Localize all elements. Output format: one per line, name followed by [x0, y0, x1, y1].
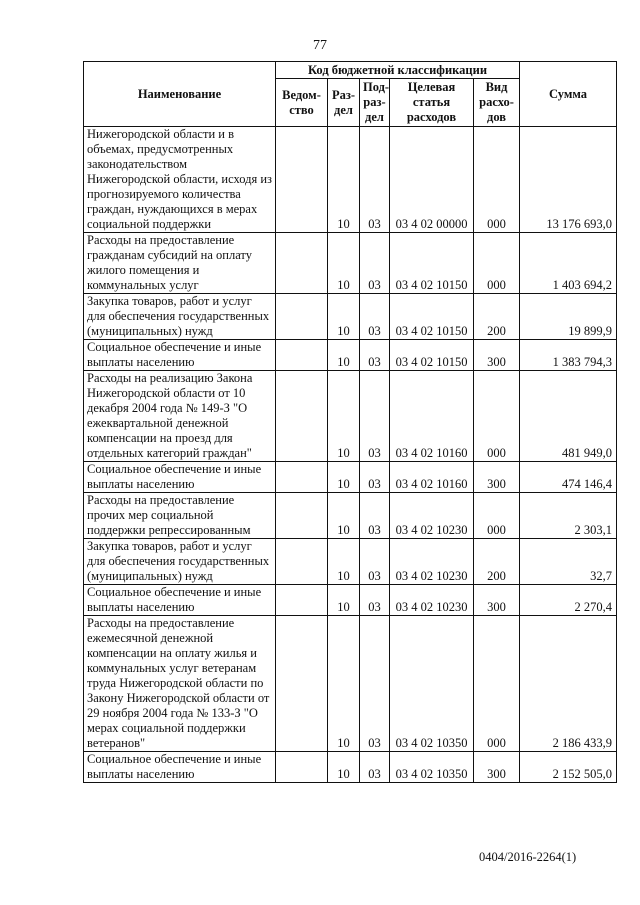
row-name-cell: Социальное обеспечение и иные выплаты населению	[84, 462, 276, 493]
table-row	[84, 539, 617, 585]
row-name-cell: Социальное обеспечение и иные выплаты населению	[84, 585, 276, 616]
row-target-item-cell: 03 4 02 10230	[390, 585, 474, 616]
table-row	[84, 371, 617, 462]
row-expense-type-cell: 000	[474, 233, 520, 294]
row-target-item-cell: 03 4 02 00000	[390, 127, 474, 233]
row-section-cell: 10	[328, 127, 360, 233]
row-target-item-cell: 03 4 02 10350	[390, 616, 474, 752]
row-department-cell	[276, 462, 328, 493]
row-name-cell: Расходы на предоставление ежемесячной денежной компенсации на оплату жилья и коммунальных услуг ветеранам труда Нижегородской области по Закону Нижегородской области от 29 ноября 2004 года № 133-З "О мерах социальной поддержки ветеранов"	[84, 616, 276, 752]
table-row	[84, 585, 617, 616]
row-expense-type-cell: 000	[474, 616, 520, 752]
row-name-cell: Нижегородской области и в объемах, предусмотренных законодательством Нижегородской области, исходя из прогнозируемого количества граждан, нуждающихся в мерах социальной поддержки	[84, 127, 276, 233]
row-target-item-cell: 03 4 02 10350	[390, 752, 474, 783]
row-department-cell	[276, 294, 328, 340]
row-section-cell: 10	[328, 493, 360, 539]
row-expense-type-cell: 000	[474, 493, 520, 539]
row-department-cell	[276, 752, 328, 783]
row-department-cell	[276, 616, 328, 752]
row-expense-type-cell: 300	[474, 585, 520, 616]
table-row	[84, 340, 617, 371]
row-subsection-cell: 03	[360, 233, 390, 294]
row-section-cell: 10	[328, 340, 360, 371]
row-expense-type-cell: 200	[474, 539, 520, 585]
row-section-cell: 10	[328, 539, 360, 585]
row-subsection-cell: 03	[360, 752, 390, 783]
row-department-cell	[276, 585, 328, 616]
row-target-item-cell: 03 4 02 10160	[390, 462, 474, 493]
row-amount-cell: 1 383 794,3	[520, 340, 617, 371]
row-amount-cell: 32,7	[520, 539, 617, 585]
row-subsection-cell: 03	[360, 585, 390, 616]
row-amount-cell: 19 899,9	[520, 294, 617, 340]
row-subsection-cell: 03	[360, 539, 390, 585]
row-expense-type-cell: 200	[474, 294, 520, 340]
row-amount-cell: 2 303,1	[520, 493, 617, 539]
row-name-cell: Социальное обеспечение и иные выплаты населению	[84, 340, 276, 371]
row-subsection-cell: 03	[360, 493, 390, 539]
budget-table	[83, 61, 617, 783]
row-subsection-cell: 03	[360, 616, 390, 752]
row-name-cell: Закупка товаров, работ и услуг для обеспечения государственных (муниципальных) нужд	[84, 294, 276, 340]
row-section-cell: 10	[328, 462, 360, 493]
row-expense-type-cell: 000	[474, 127, 520, 233]
table-row	[84, 127, 617, 233]
row-name-cell: Расходы на предоставление прочих мер социальной поддержки репрессированным	[84, 493, 276, 539]
row-expense-type-cell: 300	[474, 462, 520, 493]
row-amount-cell: 13 176 693,0	[520, 127, 617, 233]
row-subsection-cell: 03	[360, 294, 390, 340]
row-amount-cell: 2 152 505,0	[520, 752, 617, 783]
row-target-item-cell: 03 4 02 10230	[390, 539, 474, 585]
document-code: 0404/2016-2264(1)	[479, 850, 577, 864]
row-subsection-cell: 03	[360, 371, 390, 462]
table-row	[84, 752, 617, 783]
row-section-cell: 10	[328, 616, 360, 752]
row-section-cell: 10	[328, 371, 360, 462]
row-subsection-cell: 03	[360, 127, 390, 233]
row-target-item-cell: 03 4 02 10160	[390, 371, 474, 462]
row-department-cell	[276, 340, 328, 371]
row-target-item-cell: 03 4 02 10150	[390, 294, 474, 340]
row-amount-cell: 481 949,0	[520, 371, 617, 462]
header-name: Наименование	[84, 62, 276, 127]
header-subsection: Под-раз-дел	[360, 79, 390, 127]
table-row	[84, 616, 617, 752]
header-section: Раз-дел	[328, 79, 360, 127]
header-department: Ведом-ство	[276, 79, 328, 127]
row-amount-cell: 2 270,4	[520, 585, 617, 616]
table-row	[84, 233, 617, 294]
row-target-item-cell: 03 4 02 10150	[390, 233, 474, 294]
row-department-cell	[276, 493, 328, 539]
row-section-cell: 10	[328, 752, 360, 783]
row-expense-type-cell: 300	[474, 752, 520, 783]
table-row	[84, 294, 617, 340]
row-target-item-cell: 03 4 02 10230	[390, 493, 474, 539]
table-row	[84, 493, 617, 539]
row-section-cell: 10	[328, 233, 360, 294]
row-section-cell: 10	[328, 585, 360, 616]
row-department-cell	[276, 233, 328, 294]
row-expense-type-cell: 000	[474, 371, 520, 462]
row-subsection-cell: 03	[360, 462, 390, 493]
row-section-cell: 10	[328, 294, 360, 340]
header-classification-group: Код бюджетной классификации	[276, 62, 520, 79]
row-amount-cell: 474 146,4	[520, 462, 617, 493]
row-expense-type-cell: 300	[474, 340, 520, 371]
row-department-cell	[276, 127, 328, 233]
page-number: 77	[313, 38, 327, 53]
row-name-cell: Закупка товаров, работ и услуг для обеспечения государственных (муниципальных) нужд	[84, 539, 276, 585]
header-expense-type: Вид расхо-дов	[474, 79, 520, 127]
row-target-item-cell: 03 4 02 10150	[390, 340, 474, 371]
row-department-cell	[276, 371, 328, 462]
row-name-cell: Расходы на предоставление гражданам субсидий на оплату жилого помещения и коммунальных услуг	[84, 233, 276, 294]
row-amount-cell: 2 186 433,9	[520, 616, 617, 752]
row-name-cell: Социальное обеспечение и иные выплаты населению	[84, 752, 276, 783]
row-subsection-cell: 03	[360, 340, 390, 371]
header-target-item: Целевая статья расходов	[390, 79, 474, 127]
header-amount: Сумма	[520, 62, 617, 127]
row-department-cell	[276, 539, 328, 585]
row-amount-cell: 1 403 694,2	[520, 233, 617, 294]
row-name-cell: Расходы на реализацию Закона Нижегородской области от 10 декабря 2004 года № 149-З "О ежеквартальной денежной компенсации на проезд для отдельных категорий граждан"	[84, 371, 276, 462]
table-row	[84, 462, 617, 493]
